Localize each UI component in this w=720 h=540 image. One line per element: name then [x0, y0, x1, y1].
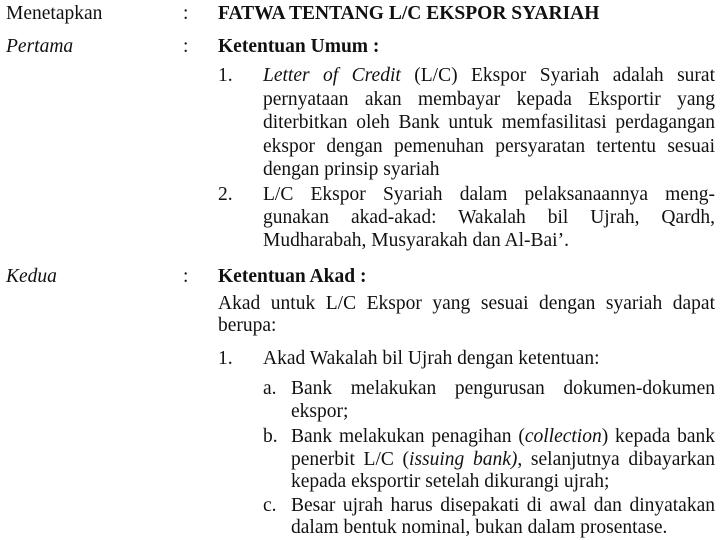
pertama-colon: :	[183, 36, 189, 57]
menetapkan-colon: :	[183, 3, 189, 24]
item-number: 1.	[218, 65, 233, 86]
subitem-b-line-3: kepada eksportir setelah dikurangi ujrah;	[291, 471, 610, 492]
subitem-a-line-1: Bank melakukan pengurusan dokumen-dokumen	[291, 378, 715, 399]
kedua-label: Kedua	[6, 266, 57, 287]
subitem-text: Bank melakukan penagihan (	[291, 426, 525, 447]
item-1-line-5: dengan prinsip syariah	[263, 159, 440, 180]
subitem-b-line-1	[291, 425, 715, 449]
subitem-b-line-2	[291, 448, 715, 472]
item-2-line-2: gunakan akad-akad: Wakalah bil Ujrah, Qardh,	[263, 207, 715, 228]
fatwa-title: FATWA TENTANG L/C EKSPOR SYARIAH	[218, 3, 600, 24]
item-1-line-1	[263, 64, 715, 88]
item-1-line-4: ekspor dengan pemenuhan persyaratan tertentu sesuai	[263, 136, 715, 157]
item-1-line-3: diterbitkan oleh Bank untuk memfasilitasi perdagangan	[263, 112, 715, 133]
pertama-label: Pertama	[6, 36, 74, 57]
item-number: 2.	[218, 184, 233, 205]
italic-term: Letter of Credit	[263, 65, 401, 86]
item-number: 1.	[218, 348, 233, 369]
subitem-letter: b.	[263, 426, 278, 447]
subitem-c-line-1: Besar ujrah harus disepakati di awal dan dinyatakan	[291, 495, 715, 516]
item-2-line-1: L/C Ekspor Syariah dalam pelaksanaannya meng-	[263, 184, 715, 205]
kedua-colon: :	[183, 266, 189, 287]
akad-wakalah-item: Akad Wakalah bil Ujrah dengan ketentuan:	[263, 348, 600, 369]
subitem-text: , selanjutnya dibayarkan	[517, 449, 716, 470]
subitem-a-line-2: ekspor;	[291, 401, 349, 422]
subitem-letter: c.	[263, 495, 277, 516]
item-text: (L/C) Ekspor Syariah adalah surat	[400, 65, 716, 86]
item-2-line-3: Mudharabah, Musyarakah dan Al-Bai’.	[263, 230, 569, 251]
subitem-text: penerbit L/C (	[291, 449, 410, 470]
italic-term: issuing bank)	[409, 449, 518, 470]
ketentuan-akad-heading: Ketentuan Akad :	[218, 266, 367, 287]
subitem-letter: a.	[263, 378, 277, 399]
subitem-text: ) kepada bank	[601, 426, 715, 447]
ketentuan-umum-heading: Ketentuan Umum :	[218, 36, 380, 57]
item-1-line-2: pernyataan akan membayar kepada Eksportir yang	[263, 89, 715, 110]
intro-line-1: Akad untuk L/C Ekspor yang sesuai dengan syariah dapat	[218, 293, 715, 314]
subitem-c-line-2: dalam bentuk nominal, bukan dalam prosentase.	[291, 517, 668, 538]
menetapkan-label: Menetapkan	[6, 3, 103, 24]
intro-line-2: berupa:	[218, 315, 277, 336]
italic-term: collection	[524, 426, 602, 447]
